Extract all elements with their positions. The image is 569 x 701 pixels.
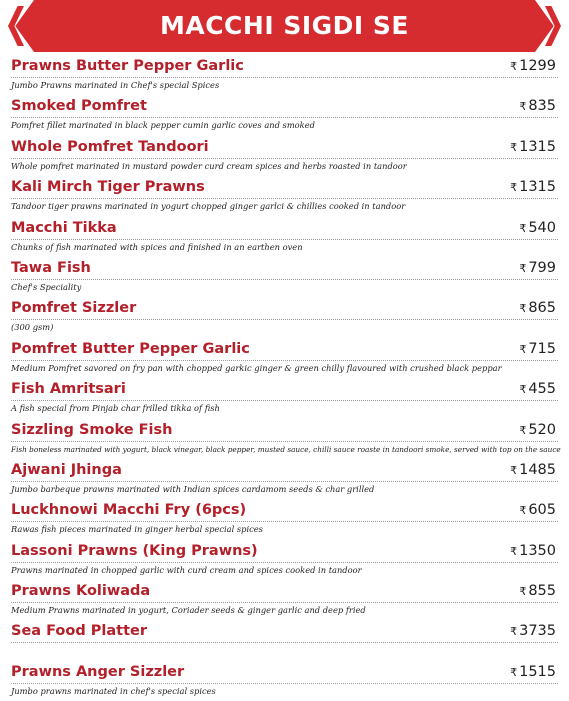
menu-item-price — [519, 421, 556, 440]
menu-item-price-value: 1315 — [519, 138, 556, 155]
section-title: MACCHI SIGDI SE — [159, 11, 410, 40]
menu-item-price-value: 1299 — [519, 58, 556, 74]
dotted-divider — [11, 77, 558, 78]
menu-item — [0, 459, 569, 499]
menu-item-description: Tandoor tiger prawns marinated in yogurt chopped ginger garlci & chillies cooked in tandoor — [11, 201, 406, 212]
dotted-divider — [11, 198, 558, 199]
menu-item-price-value: 520 — [528, 421, 556, 438]
menu-item-price-value: 865 — [528, 300, 556, 317]
menu-item-name: Whole Pomfret Tandoori — [11, 138, 209, 155]
menu-item-price — [519, 582, 556, 601]
menu-item — [0, 378, 569, 418]
menu-item-name: Prawns Anger Sizzler — [11, 663, 185, 680]
menu-item-description: Chunks of fish marinated with spices and finished in an earthen oven — [11, 241, 303, 252]
menu-item-description: Medium Pomfret savored on fry pan with chopped garkic ginger & green chilly flavoured with crushed black peppar — [11, 362, 502, 373]
menu-item-price-value: 855 — [528, 583, 556, 600]
menu-item-price — [510, 138, 556, 157]
dotted-divider — [11, 117, 558, 118]
menu-item-name: Ajwani Jhinga — [11, 461, 122, 478]
menu-item-price-value: 799 — [528, 259, 556, 276]
rupee-icon: ₹ — [510, 60, 518, 73]
menu-item-price-value: 3735 — [519, 623, 556, 640]
dotted-divider — [11, 683, 558, 684]
rupee-icon: ₹ — [519, 342, 527, 356]
menu-item-price-value: 455 — [528, 381, 556, 398]
menu-item-price — [519, 97, 556, 116]
rupee-icon: ₹ — [510, 181, 518, 195]
menu-item-name: Sizzling Smoke Fish — [11, 421, 173, 438]
menu-item — [0, 338, 569, 378]
menu-item-price — [510, 178, 556, 197]
rupee-icon: ₹ — [519, 221, 527, 235]
menu-item-name: Fish Amritsari — [11, 381, 126, 398]
menu-item-price — [510, 57, 556, 76]
rupee-icon: ₹ — [510, 463, 518, 477]
menu-item-description: Jumbo prawns marinated in chef's special spices — [11, 685, 216, 696]
menu-item-price — [510, 663, 556, 682]
dotted-divider — [11, 400, 558, 401]
dotted-divider — [11, 481, 558, 482]
menu-item — [0, 176, 569, 216]
menu-item — [0, 540, 569, 580]
rupee-icon: ₹ — [519, 302, 527, 316]
rupee-icon: ₹ — [519, 504, 527, 518]
menu-item-price — [519, 380, 556, 399]
menu-list — [0, 55, 569, 701]
menu-item-price — [519, 340, 556, 359]
menu-item — [0, 499, 569, 539]
menu-item — [0, 620, 569, 660]
menu-item-price — [510, 542, 556, 561]
menu-item-price-value: 715 — [528, 340, 556, 357]
dotted-divider — [11, 158, 558, 159]
menu-item — [0, 217, 569, 257]
menu-item-name: Pomfret Sizzler — [11, 300, 137, 317]
menu-item — [0, 136, 569, 176]
menu-item — [0, 419, 569, 459]
menu-item-name: Smoked Pomfret — [11, 98, 147, 115]
menu-item-name: Pomfret Butter Pepper Garlic — [11, 340, 250, 357]
rupee-icon: ₹ — [510, 140, 518, 154]
rupee-icon: ₹ — [519, 423, 527, 437]
menu-item — [0, 55, 569, 95]
menu-item — [0, 661, 569, 701]
menu-item-description: (300 gsm) — [11, 322, 54, 333]
menu-item-price — [510, 622, 556, 641]
menu-item-description: Prawns marinated in chopped garlic with curd cream and spices cooked in tandoor — [11, 564, 362, 575]
dotted-divider — [11, 279, 558, 280]
rupee-icon: ₹ — [519, 383, 527, 397]
menu-item-price — [510, 461, 556, 480]
rupee-icon: ₹ — [519, 585, 527, 599]
section-banner — [0, 0, 569, 52]
rupee-icon: ₹ — [510, 625, 518, 639]
menu-item-description: Rawas fish pieces marinated in ginger herbal special spices — [11, 524, 263, 535]
dotted-divider — [11, 642, 558, 643]
menu-item-description: Medium Prawns marinated in yogurt, Coriader seeds & ginger garlic and deep fried — [11, 605, 366, 616]
menu-item-name: Lassoni Prawns (King Prawns) — [11, 542, 258, 559]
menu-item-name: Sea Food Platter — [11, 623, 148, 640]
menu-item-price-value: 1485 — [519, 461, 556, 478]
menu-item — [0, 297, 569, 337]
menu-item-name: Macchi Tikka — [11, 219, 117, 236]
menu-item-description: Whole pomfret marinated in mustard powder curd cream spices and herbs roasted in tandoor — [11, 160, 407, 171]
menu-item-price-value: 835 — [528, 98, 556, 115]
menu-item — [0, 580, 569, 620]
dotted-divider — [11, 239, 558, 240]
menu-item-description: Chef's Speciality — [11, 281, 82, 292]
menu-item — [0, 257, 569, 297]
menu-item-description: Jumbo barbeque prawns marinated with Indian spices cardamom seeds & char grilled — [11, 483, 375, 494]
menu-item-name: Prawns Butter Pepper Garlic — [11, 58, 244, 74]
rupee-icon: ₹ — [519, 261, 527, 275]
rupee-icon: ₹ — [519, 100, 527, 114]
dotted-divider — [11, 521, 558, 522]
menu-item-price — [519, 501, 556, 520]
menu-item-name: Kali Mirch Tiger Prawns — [11, 179, 205, 196]
rupee-icon: ₹ — [510, 544, 518, 558]
menu-item — [0, 95, 569, 135]
menu-item-name: Prawns Koliwada — [11, 583, 151, 600]
menu-item-price — [519, 259, 556, 278]
menu-item-price — [519, 219, 556, 238]
rupee-icon: ₹ — [510, 665, 518, 679]
dotted-divider — [11, 602, 558, 603]
menu-item-price-value: 1515 — [519, 663, 556, 680]
menu-item-price — [519, 299, 556, 318]
menu-item-description: A fish special from Pinjab char frilled tikka of fish — [11, 403, 220, 414]
menu-item-description: Jumbo Prawns marinated in Chef's special Spices — [11, 80, 220, 90]
dotted-divider — [11, 562, 558, 563]
menu-item-name: Tawa Fish — [11, 259, 91, 276]
menu-item-description: Pomfret fillet marinated in black pepper cumin garlic coves and smoked — [11, 120, 315, 131]
menu-item-price-value: 1350 — [519, 542, 556, 559]
menu-item-name: Luckhnowi Macchi Fry (6pcs) — [11, 502, 247, 519]
menu-item-price-value: 1315 — [519, 179, 556, 196]
menu-item-price-value: 540 — [528, 219, 556, 236]
menu-item-description: Fish boneless marinated with yogurt, black vinegar, black pepper, musted sauce, chilli sauce roaste in tandoori smoke, served with top on the sauce — [11, 444, 561, 454]
dotted-divider — [11, 441, 558, 442]
dotted-divider — [11, 319, 558, 320]
dotted-divider — [11, 360, 558, 361]
menu-item-price-value: 605 — [528, 502, 556, 519]
